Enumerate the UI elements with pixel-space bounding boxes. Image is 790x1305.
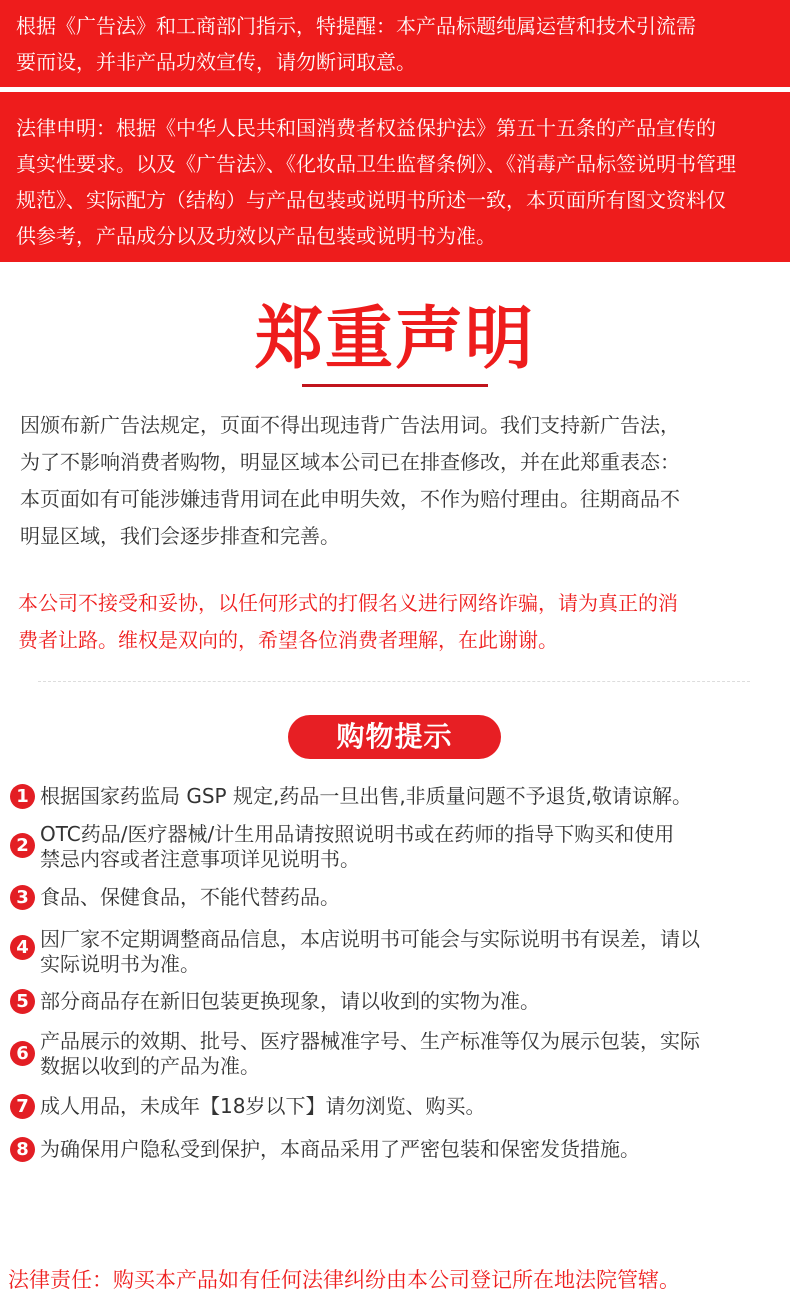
shopping-tips-title: 购物提示 bbox=[288, 715, 501, 759]
tip-text: 部分商品存在新旧包装更换现象，请以收到的实物为准。 bbox=[40, 989, 540, 1013]
legal-line: 法律申明：根据《中华人民共和国消费者权益保护法》第五十五条的产品宣传的 bbox=[16, 116, 716, 140]
tip-text: 数据以收到的产品为准。 bbox=[40, 1054, 260, 1078]
legal-line: 真实性要求。以及《广告法》、《化妆品卫生监督条例》、《消毒产品标签说明书管理 bbox=[16, 152, 736, 176]
tip-text: 根据国家药监局 GSP 规定,药品一旦出售,非质量问题不予退货,敬请谅解。 bbox=[40, 784, 693, 808]
legal-line: 供参考，产品成分以及功效以产品包装或说明书为准。 bbox=[16, 224, 496, 248]
tip-text: OTC药品/医疗器械/计生用品请按照说明书或在药师的指导下购买和使用 bbox=[40, 822, 675, 846]
number-badge-icon: 2 bbox=[10, 833, 35, 858]
title-underline bbox=[302, 384, 488, 387]
number-badge-icon: 5 bbox=[10, 989, 35, 1014]
declaration-body bbox=[20, 407, 780, 555]
banner-line: 要而设，并非产品功效宣传，请勿断词取意。 bbox=[16, 50, 416, 74]
anti-fraud-notice bbox=[18, 585, 783, 659]
number-badge-icon: 3 bbox=[10, 885, 35, 910]
tip-text: 成人用品，未成年【18岁以下】请勿浏览、购买。 bbox=[40, 1094, 486, 1118]
legal-statement-banner bbox=[0, 92, 790, 262]
number-badge-icon: 7 bbox=[10, 1094, 35, 1119]
section-divider bbox=[38, 681, 750, 682]
declaration-line: 明显区域，我们会逐步排查和完善。 bbox=[20, 524, 340, 548]
advertising-law-banner bbox=[0, 0, 790, 87]
notice-line: 本公司不接受和妥协，以任何形式的打假名义进行网络诈骗，请为真正的消 bbox=[18, 591, 678, 615]
declaration-title: 郑重声明 bbox=[254, 300, 535, 379]
banner-line: 根据《广告法》和工商部门指示，特提醒：本产品标题纯属运营和技术引流需 bbox=[16, 14, 696, 38]
declaration-line: 因颁布新广告法规定，页面不得出现违背广告法用词。我们支持新广告法， bbox=[20, 413, 680, 437]
tip-text: 产品展示的效期、批号、医疗器械准字号、生产标准等仅为展示包装，实际 bbox=[40, 1029, 700, 1053]
tip-text: 因厂家不定期调整商品信息，本店说明书可能会与实际说明书有误差，请以 bbox=[40, 927, 700, 951]
number-badge-icon: 6 bbox=[10, 1041, 35, 1066]
tip-text: 实际说明书为准。 bbox=[40, 952, 200, 976]
declaration-line: 为了不影响消费者购物，明显区域本公司已在排查修改，并在此郑重表态： bbox=[20, 450, 680, 474]
declaration-line: 本页面如有可能涉嫌违背用词在此申明失效，不作为赔付理由。往期商品不 bbox=[20, 487, 680, 511]
number-badge-icon: 1 bbox=[10, 784, 35, 809]
number-badge-icon: 8 bbox=[10, 1137, 35, 1162]
notice-line: 费者让路。维权是双向的，希望各位消费者理解，在此谢谢。 bbox=[18, 628, 558, 652]
tip-text: 为确保用户隐私受到保护，本商品采用了严密包装和保密发货措施。 bbox=[40, 1137, 640, 1161]
tip-text: 禁忌内容或者注意事项详见说明书。 bbox=[40, 847, 360, 871]
number-badge-icon: 4 bbox=[10, 935, 35, 960]
legal-line: 规范》、实际配方（结构）与产品包装或说明书所述一致，本页面所有图文资料仅 bbox=[16, 188, 726, 212]
legal-liability-footer: 法律责任：购买本产品如有任何法律纠纷由本公司登记所在地法院管辖。 bbox=[8, 1268, 680, 1292]
tip-text: 食品、保健食品，不能代替药品。 bbox=[40, 885, 340, 909]
